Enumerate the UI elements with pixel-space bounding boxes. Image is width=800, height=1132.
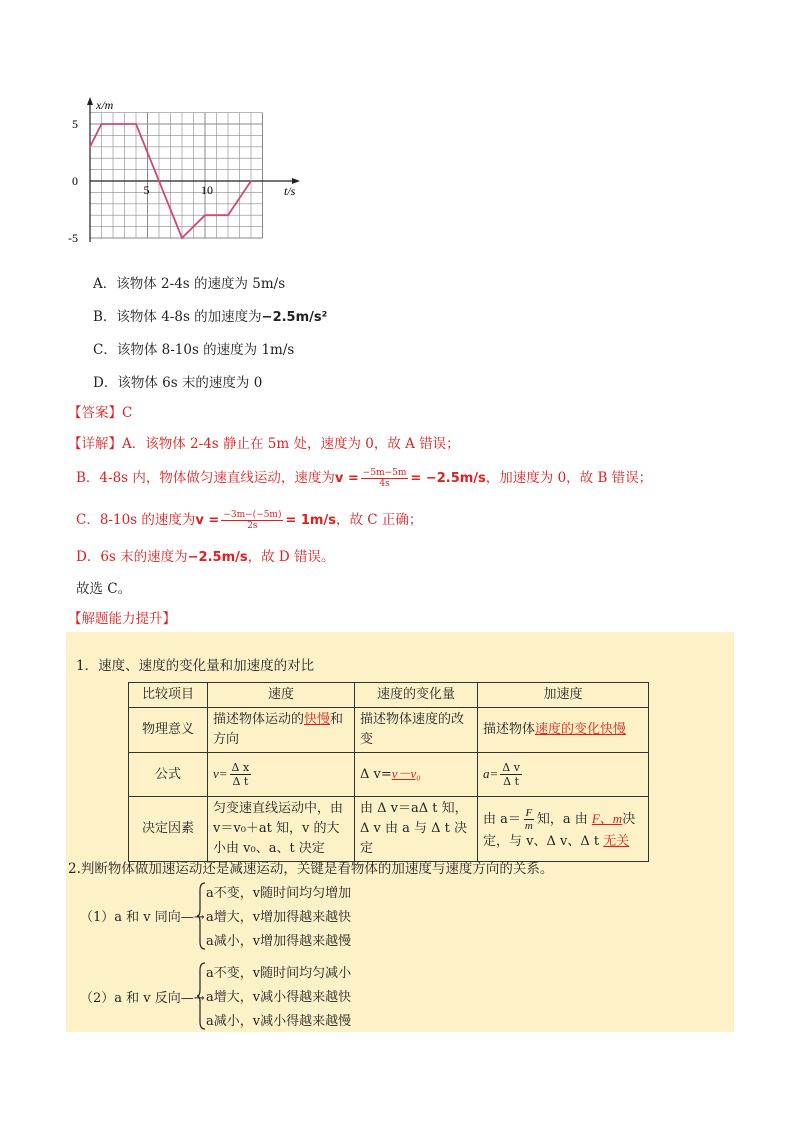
detail-c-result: = 1m/s — [285, 513, 336, 528]
formula-fraction — [500, 761, 522, 788]
case2-line-1: a不变，v随时间均匀减小 — [206, 966, 352, 981]
option-d-text: D．该物体 6s 末的速度为 0 — [93, 375, 263, 391]
option-a-text: A．该物体 2-4s 的速度为 5m/s — [93, 276, 286, 292]
table-cell: 由 Δ v＝aΔ t 知，Δ v 由 a 与 Δ t 决定 — [355, 797, 478, 862]
data-point — [101, 123, 103, 125]
formula-fraction — [523, 807, 535, 832]
cell-highlight: 快慢 — [304, 712, 331, 727]
detail-c-post: ，故 C 正确； — [335, 512, 423, 528]
data-point — [204, 214, 206, 216]
detail-a-text: A．该物体 2-4s 静止在 5m 处，速度为 0，故 A 错误； — [122, 436, 460, 452]
detail-c-den: 2s — [247, 521, 258, 531]
cell-text: 和方向 — [213, 712, 344, 747]
formula-lhs: a= — [483, 766, 499, 781]
table-row — [129, 753, 649, 797]
table-header: 比较项目 — [129, 683, 208, 708]
case1-line-2: a增大，v增加得越来越快 — [206, 910, 352, 925]
case2-brace-icon — [196, 962, 206, 1030]
position-time-chart — [70, 95, 320, 255]
option-c[interactable] — [93, 338, 294, 358]
table-cell — [478, 708, 649, 753]
comparison-table — [128, 682, 649, 862]
detail-d-post: ，故 D 错误。 — [247, 549, 335, 565]
formula-den: Δ t — [503, 775, 520, 788]
data-point — [227, 214, 229, 216]
table-cell: 匀变速直线运动中，由 v＝v₀＋at 知，v 的大小由 v₀、a、t 决定 — [208, 797, 355, 862]
detail-d-pre: D．6s 末的速度为 — [76, 549, 188, 565]
cell-text: 知，a 由 — [536, 811, 592, 827]
case1-label: （1）a 和 v 同向—→ — [80, 910, 205, 925]
data-point — [135, 123, 137, 125]
table-cell — [355, 753, 478, 797]
formula-den: Δ t — [232, 775, 249, 788]
case1-line-3: a减小，v增加得越来越慢 — [206, 934, 352, 949]
detail-b-result: = −2.5m/s — [410, 471, 486, 486]
detail-c-num: −3m−(−5m) — [223, 510, 282, 520]
option-b[interactable] — [93, 305, 327, 325]
case1-line-1: a不变，v随时间均匀增加 — [206, 886, 352, 901]
table-row — [129, 708, 649, 753]
data-point — [89, 146, 91, 148]
detail-line-d — [76, 545, 335, 565]
detail-b-v: v = — [334, 471, 359, 486]
detail-c-v: v = — [195, 513, 220, 528]
table-cell — [478, 797, 649, 862]
data-point — [250, 180, 252, 182]
option-d[interactable] — [93, 371, 262, 391]
cell-text: 描述物体运动的 — [213, 712, 305, 727]
section-title: 【解题能力提升】 — [68, 611, 176, 627]
detail-line-a — [68, 432, 460, 452]
panel-heading-1: 1．速度、速度的变化量和加速度的对比 — [76, 658, 315, 674]
case2-line-2: a增大，v减小得越来越快 — [206, 990, 352, 1005]
chart-grid — [90, 113, 263, 238]
formula-num: Δ v — [502, 761, 520, 774]
x-axis-label: t/s — [284, 184, 296, 198]
x-tick-label: 5 — [143, 183, 150, 197]
formula-num: Δ x — [231, 761, 250, 774]
formula-lhs: Δ v= — [360, 767, 392, 782]
case2-line-3: a减小，v减小得越来越慢 — [206, 1014, 352, 1029]
panel-heading-2: 2.判断物体做加速运动还是减速运动，关键是看物体的加速度与速度方向的关系。 — [68, 861, 554, 877]
data-point — [112, 123, 114, 125]
row-label: 公式 — [129, 753, 208, 797]
cell-highlight: 速度的变化快慢 — [535, 722, 627, 737]
conclusion: 故选 C。 — [76, 581, 132, 597]
y-tick-label: 0 — [72, 174, 78, 188]
formula-highlight: v－v₀ — [391, 766, 421, 781]
y-tick-label: 5 — [72, 117, 78, 131]
option-a[interactable] — [93, 272, 285, 292]
cell-text: 描述物体 — [483, 722, 536, 737]
case2-label: （2）a 和 v 反向—→ — [80, 991, 205, 1006]
cell-highlight: 无关 — [603, 833, 630, 849]
formula-den: m — [524, 819, 533, 832]
detail-d-math: −2.5m/s — [187, 550, 248, 565]
detail-b-pre: B．4-8s 内，物体做匀速直线运动，速度为 — [76, 470, 335, 486]
detail-b-den: 4s — [379, 479, 390, 489]
detail-b-num: −5m−5m — [362, 468, 407, 478]
cell-text: 由 a＝ — [483, 811, 521, 827]
option-c-text: C．该物体 8-10s 的速度为 1m/s — [93, 342, 295, 358]
table-cell — [478, 753, 649, 797]
detail-line-c — [76, 508, 422, 531]
answer-value: C — [122, 405, 133, 421]
table-header-row — [129, 683, 649, 708]
formula-lhs: v= — [213, 766, 228, 781]
formula-num: F — [525, 806, 533, 819]
cell-text: 决定，与 v、Δ v、Δ t — [483, 811, 636, 849]
y-axis-label: x/m — [96, 98, 114, 112]
detail-b-fraction — [361, 468, 409, 489]
formula-fraction — [230, 761, 252, 788]
data-point — [181, 237, 183, 239]
table-header: 速度 — [208, 683, 355, 708]
table-cell — [208, 708, 355, 753]
y-tick-label: -5 — [68, 231, 78, 245]
table-header: 速度的变化量 — [355, 683, 478, 708]
detail-c-pre: C．8-10s 的速度为 — [76, 512, 196, 528]
table-cell — [208, 753, 355, 797]
cell-highlight: F、m — [591, 810, 623, 826]
option-b-math: −2.5m/s² — [261, 310, 328, 325]
table-cell: 描述物体速度的改变 — [355, 708, 478, 753]
case1-brace-icon — [196, 882, 206, 950]
answer-label: 【答案】 — [68, 405, 122, 421]
row-label: 决定因素 — [129, 797, 208, 862]
table-row — [129, 797, 649, 862]
detail-c-fraction — [221, 510, 283, 531]
detail-b-post: ，加速度为 0，故 B 错误； — [485, 470, 653, 486]
x-tick-label: 10 — [201, 183, 213, 197]
option-b-text: B．该物体 4-8s 的加速度为 — [93, 309, 262, 325]
y-axis-arrow-icon — [87, 97, 93, 105]
detail-label: 【详解】 — [68, 436, 122, 452]
table-header: 加速度 — [478, 683, 649, 708]
answer-line — [68, 401, 132, 421]
row-label: 物理意义 — [129, 708, 208, 753]
detail-line-b — [76, 466, 652, 489]
